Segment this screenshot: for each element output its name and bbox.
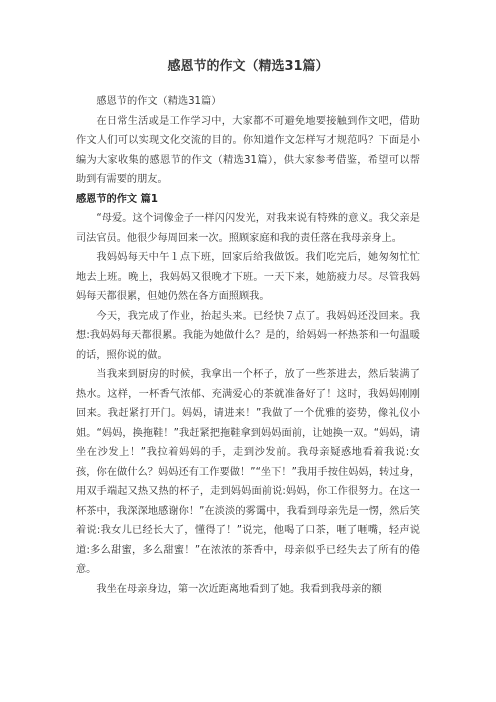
body-paragraph: 当我来到厨房的时候，我拿出一个杯子，放了一些茶进去，然后装满了热水。这样，一杯香气浓郁、充满爱心的茶就准备好了！这时，我妈妈刚刚回来。我赶紧打开门。妈妈，请进来！”我做了一个优雅的姿势，像礼仪小姐。“妈妈，换拖鞋！”我赶紧把拖鞋拿到妈妈面前，让她换一双。“妈妈，请坐在沙发上！”我拉着妈妈的手，走到沙发前。我母亲疑惑地看着我说:女孩，你在做什么？妈妈还有工作要做！”“坐下！”我用手按住妈妈，转过身，用双手端起又热又热的杯子，走到妈妈面前说:妈妈，你工作很努力。在这一杯茶中，我深深地感谢你！”在淡淡的雾霭中，我看到母亲先是一愣，然后笑着说:我女儿已经长大了，懂得了！”说完，他喝了口茶，咂了咂嘴，轻声说道:多么甜蜜，多么甜蜜！”在浓浓的茶香中，母亲似乎已经失去了所有的倦意。 [76, 369, 420, 575]
body-paragraph: 我坐在母亲身边，第一次近距离地看到了她。我看到我母亲的额 [96, 583, 382, 595]
intro-paragraph: 在日常生活或是工作学习中，大家都不可避免地要接触到作文吧，借助作文人们可以实现文化交流的目的。你知道作文怎样写才规范吗？下面是小编为大家收集的感恩节的作文（精选31篇），供大家参考借鉴，希望可以帮助到有需要的朋友。 [76, 115, 420, 185]
document-title: 感恩节的作文（精选31篇） [167, 59, 329, 74]
section-heading: 感恩节的作文 篇1 [76, 193, 158, 205]
body-paragraph: 今天，我完成了作业，抬起头来。已经快７点了。我妈妈还没回来。我想:我妈妈每天都很累。我能为她做什么？是的，给妈妈一杯热茶和一句温暖的话，照你说的做。 [76, 310, 420, 361]
body-paragraph: “母爱。这个词像金子一样闪闪发光，对我来说有特殊的意义。我父亲是司法官员。他很少每周回来一次。照顾家庭和我的责任落在我母亲身上。 [76, 213, 420, 244]
intro-title: 感恩节的作文（精选31篇） [96, 96, 222, 107]
body-paragraph: 我妈妈每天中午１点下班，回家后给我做饭。我们吃完后，她匆匆忙忙地去上班。晚上，我妈妈又很晚才下班。一天下来，她筋疲力尽。尽管我妈妈每天都很累，但她仍然在各方面照顾我。 [76, 252, 420, 302]
